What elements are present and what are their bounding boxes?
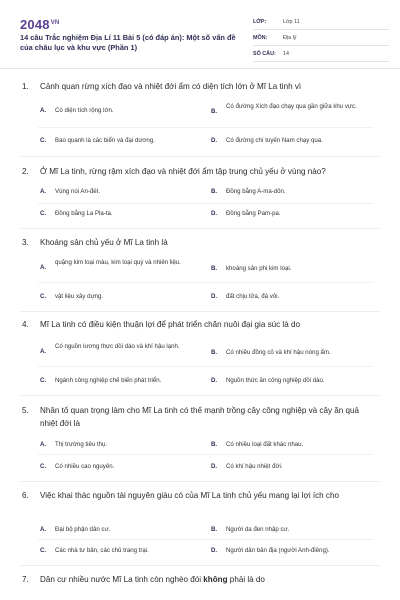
site-logo[interactable]: $2048^{VN}$ — [20, 17, 60, 32]
option-text: Có nguồn lương thực dồi dào và khí hậu lạnh. — [55, 343, 180, 350]
row-divider — [38, 203, 374, 204]
question-text: Nhân tố quan trọng làm cho Mĩ La tinh có thế mạnh trồng cây công nghiệp và cây ăn quả nhiệt đới là — [40, 406, 360, 428]
meta-label: SỐ CÂU: — [253, 50, 276, 57]
option-key: A. — [40, 441, 47, 448]
question-text: Khoáng sản chủ yếu ở Mĩ La tinh là — [40, 238, 168, 247]
question-text: Mĩ La tinh có điều kiện thuận lợi để phát triển chăn nuôi đại gia súc là do — [40, 320, 300, 329]
row-divider — [38, 454, 374, 455]
question-divider — [20, 395, 380, 396]
meta-label: MÔN: — [253, 34, 268, 41]
row-divider — [38, 282, 374, 283]
question-divider — [20, 311, 380, 312]
option-text: đất chịu lửa, đá vôi. — [226, 293, 280, 300]
question-text: Cảnh quan rừng xích đạo và nhiệt đới ẩm có diện tích lớn ở Mĩ La tinh vì — [40, 82, 302, 91]
option-key: C. — [40, 547, 47, 554]
meta-label: LỚP: — [253, 18, 267, 25]
option-key: C. — [40, 463, 47, 470]
question-number: 6. — [22, 491, 29, 500]
option-key: B. — [211, 265, 218, 272]
option-text: Có nhiều loại đất khác nhau. — [226, 441, 304, 448]
option-text: Có đường Xích đạo chạy qua gần giữa khu vực. — [226, 103, 357, 110]
question-divider — [20, 565, 380, 566]
question-divider — [20, 228, 380, 229]
meta-row-class — [253, 14, 389, 30]
question-divider — [20, 156, 380, 157]
question-number: 3. — [22, 238, 29, 247]
option-key: A. — [40, 526, 47, 533]
option-key: C. — [40, 377, 47, 384]
option-text: Có nhiều cao nguyên. — [55, 463, 115, 470]
question-number: 7. — [22, 575, 29, 584]
meta-row-subject — [253, 30, 389, 46]
meta-row-count — [253, 46, 389, 62]
question-number: 2. — [22, 167, 29, 176]
option-text: Có nhiều đồng cỏ và khí hậu nóng ẩm. — [226, 349, 331, 356]
meta-value: Địa lý — [283, 34, 297, 41]
option-text: khoáng sản phi kim loại. — [226, 265, 292, 272]
option-key: D. — [211, 137, 218, 144]
option-key: D. — [211, 293, 218, 300]
question-number: 1. — [22, 82, 29, 91]
option-key: A. — [40, 264, 47, 271]
option-text: Người dân bản địa (người Anh-điêng). — [226, 547, 330, 554]
option-key: A. — [40, 348, 47, 355]
meta-value: 14 — [283, 50, 289, 57]
option-text: quặng kim loại màu, kim loại quý và nhiên liệu. — [55, 259, 182, 266]
option-key: B. — [211, 526, 218, 533]
option-text: Đồng bằng La Pla-ta. — [55, 210, 113, 217]
option-key: D. — [211, 210, 218, 217]
question-text: Dân cư nhiều nước Mĩ La tinh còn nghèo đói không phải là do — [40, 575, 265, 584]
option-key: B. — [211, 108, 218, 115]
option-text: Có khí hậu nhiệt đới. — [226, 463, 283, 470]
option-key: C. — [40, 137, 47, 144]
option-text: Người da đen nhập cư. — [226, 526, 290, 533]
option-key: D. — [211, 377, 218, 384]
option-text: Đồng bằng Pam-pa. — [226, 210, 281, 217]
option-text: Ngành công nghiệp chế biến phát triển. — [55, 377, 162, 384]
question-number: 4. — [22, 320, 29, 329]
meta-value: Lớp 11 — [283, 18, 300, 25]
question-number: 5. — [22, 406, 29, 415]
option-key: B. — [211, 441, 218, 448]
option-key: A. — [40, 107, 47, 114]
meta-box — [253, 14, 389, 62]
question-divider — [20, 481, 380, 482]
option-text: vật liệu xây dựng. — [55, 293, 104, 300]
option-text: Nguồn thức ăn công nghiệp dồi dào. — [226, 377, 325, 384]
option-key: B. — [211, 188, 218, 195]
option-key: B. — [211, 349, 218, 356]
option-text: Bao quanh là các biển và đại dương. — [55, 137, 155, 144]
question-text: Việc khai thác nguồn tài nguyên giàu có của Mĩ La tinh chủ yếu mang lại lợi ích cho — [40, 491, 339, 500]
option-text: Đại bộ phận dân cư. — [55, 526, 111, 533]
option-key: C. — [40, 293, 47, 300]
option-key: A. — [40, 188, 47, 195]
question-text: Ở Mĩ La tinh, rừng rậm xích đạo và nhiệt đới ẩm tập trung chủ yếu ở vùng nào? — [40, 167, 326, 176]
row-divider — [38, 366, 374, 367]
option-key: D. — [211, 547, 218, 554]
row-divider — [38, 539, 374, 540]
option-text: Các nhà tư bản, các chủ trang trại. — [55, 547, 149, 554]
option-key: C. — [40, 210, 47, 217]
page-title: 14 câu Trắc nghiệm Địa Lí 11 Bài 5 (có đáp án): Một số vấn đề của châu lục và khu vực (Phần 1) — [20, 33, 236, 52]
option-text: Thị trường tiêu thụ. — [55, 441, 108, 448]
option-text: Có diện tích rộng lớn. — [55, 107, 114, 114]
document-header — [0, 0, 400, 69]
option-text: Đồng bằng A-ma-dôn. — [226, 188, 286, 195]
option-text: Có đường chí tuyến Nam chạy qua. — [226, 137, 323, 144]
option-key: D. — [211, 463, 218, 470]
emphasis-text: không — [203, 575, 228, 584]
option-text: Vùng núi An-đét. — [55, 188, 101, 195]
row-divider — [38, 127, 374, 128]
